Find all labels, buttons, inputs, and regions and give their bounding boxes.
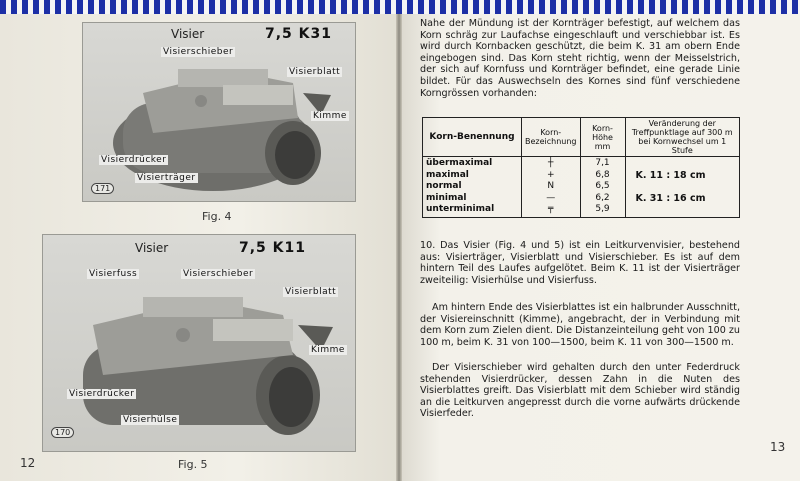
cell-symbols xyxy=(522,157,581,218)
korn-height: 6,8 xyxy=(595,169,610,180)
seal-170: 170 xyxy=(51,427,74,438)
col-header-name: Korn-Benennung xyxy=(423,118,522,157)
label-visierschieber: Visierschieber xyxy=(163,47,234,57)
label-visierschieber-2: Visierschieber xyxy=(183,269,254,279)
korn-table xyxy=(422,117,740,218)
cell-changes xyxy=(625,157,739,218)
korn-symbol: — xyxy=(546,192,556,203)
korn-name: unterminimal xyxy=(426,204,495,214)
korn-height: 6,5 xyxy=(595,181,610,191)
korn-height: 6,2 xyxy=(595,192,610,203)
photo2-model: 7,5 K11 xyxy=(239,240,307,256)
page-number-left: 12 xyxy=(20,456,36,470)
label-visiertraeger: Visierträger xyxy=(137,173,196,183)
paragraph-10: 10. Das Visier (Fig. 4 und 5) ist ein Leitkurvenvisier, bestehend aus: Visierträger, Visierblatt und Visierschieber. Es ist auf dem hintern Teil des Laufes aufgelötet. Beim K. 11 ist der Visierträger zweiteilig: Visierhülse und Visierfuss. xyxy=(420,240,740,286)
rear-sight-photo-k11 xyxy=(42,234,356,452)
change-k31: K. 31 : 16 cm xyxy=(635,192,706,204)
korn-name: übermaximal xyxy=(426,158,493,168)
korn-name: maximal xyxy=(426,169,469,180)
col-header-height: Korn-Höhe mm xyxy=(580,118,625,157)
col-header-change: Veränderung der Treffpunktlage auf 300 m bei Kornwechsel um 1 Stufe xyxy=(625,118,739,157)
change-k11: K. 11 : 18 cm xyxy=(635,169,706,181)
label-visierblatt: Visierblatt xyxy=(289,67,341,77)
figure-caption-5: Fig. 5 xyxy=(178,458,208,471)
korn-symbol: ╤ xyxy=(548,204,554,214)
korn-name: minimal xyxy=(426,192,467,203)
label-visierblatt-2: Visierblatt xyxy=(285,287,337,297)
rear-sight-photo-k31 xyxy=(82,22,356,202)
label-kimme-2: Kimme xyxy=(311,345,345,355)
figure-caption-4: Fig. 4 xyxy=(202,210,232,223)
korn-name: normal xyxy=(426,181,462,191)
label-visierdruecker-2: Visierdrücker xyxy=(69,389,135,399)
photo1-title: Visier xyxy=(171,27,205,41)
photo1-model: 7,5 K31 xyxy=(265,26,333,42)
photo2-title: Visier xyxy=(135,241,169,255)
label-visierdruecker: Visierdrücker xyxy=(101,155,167,165)
label-visierhuelse: Visierhülse xyxy=(123,415,178,425)
korn-symbol: ┼ xyxy=(548,158,554,168)
label-kimme: Kimme xyxy=(313,111,347,121)
korn-height: 7,1 xyxy=(595,158,610,168)
col-header-designation: Korn-Bezeichnung xyxy=(522,118,581,157)
paragraph-visierschieber: Der Visierschieber wird gehalten durch den unter Federdruck stehenden Visierdrücker, dessen Zahn in die Nuten des Visierblattes greift. Das Visierblatt mit dem Schieber wird ständig an die Leitkurven angepresst durch die vorne aufwärts drückende Visierfeder. xyxy=(420,362,740,420)
rear-sight-k11-picture xyxy=(43,235,355,451)
book-spine xyxy=(396,14,402,481)
paragraph-kimme: Am hintern Ende des Visierblattes ist ein halbrunder Ausschnitt, der Visiereinschnitt (Kimme), angebracht, der in Verbindung mit dem Korn zum Zielen dient. Die Distanzeinteilung geht von 100 zu 100 m, beim K. 31 von 100—1500, beim K. 11 von 300—1500 m. xyxy=(420,302,740,348)
korn-symbol: + xyxy=(546,169,555,180)
label-visierfuss: Visierfuss xyxy=(89,269,138,279)
cell-names xyxy=(423,157,522,218)
korn-symbol: N xyxy=(547,181,555,191)
intro-paragraph: Nahe der Mündung ist der Kornträger befestigt, auf welchem das Korn schräg zur Laufachse eingeschlauft und verschiebbar ist. Es wird durch Kornbacken geschützt, die beim K. 31 am obern Ende eingebogen sind. Das Korn steht richtig, wenn der Meisselstrich, der sich auf Kornfuss und Kornträger befindet, eine gerade Linie bildet. Für das Auswechseln des Kornes sind fünf verschiedene Korngrössen vorhanden: xyxy=(420,18,740,99)
page-number-right: 13 xyxy=(770,440,786,454)
seal-171: 171 xyxy=(91,183,114,194)
korn-height: 5,9 xyxy=(595,204,610,214)
spiral-binding xyxy=(0,0,800,14)
cell-heights xyxy=(580,157,625,218)
